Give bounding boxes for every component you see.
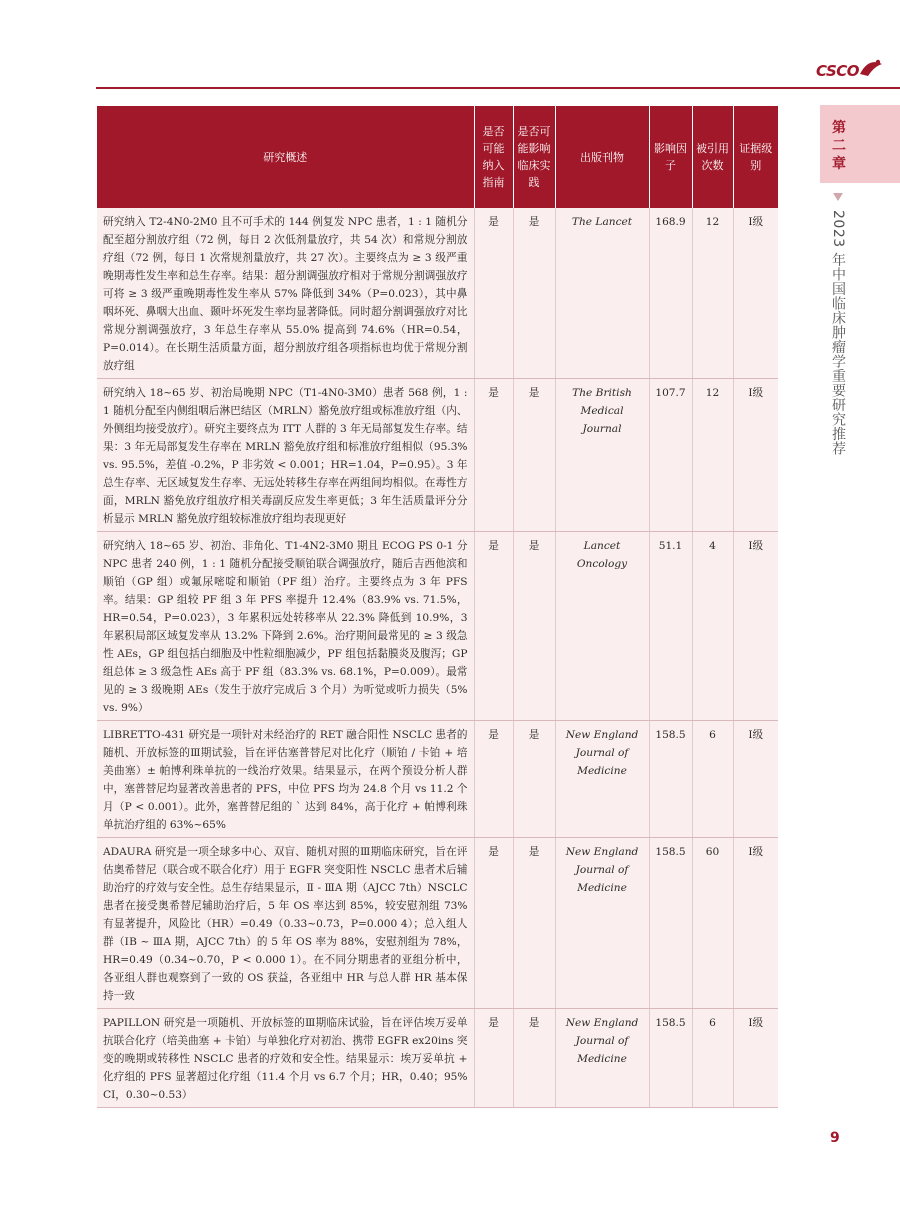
summary-cell: LIBRETTO-431 研究是一项针对未经治疗的 RET 融合阳性 NSCLC 患者的随机、开放标签的Ⅲ期试验，旨在评估塞普替尼对比化疗（顺铂 / 卡铂 + 培美曲塞）± 帕博利珠单抗的一线治疗效果。结果显示，在两个预设分析人群中，塞普替尼均显著改善患者的 PFS，中位 PFS 均为 24.8 个月 vs 11.2 个月（P < 0.001）。此外，塞普替尼组的 ` 达到 84%，高于化疗 + 帕博利珠单抗治疗组的 63%~65% [97,721,474,838]
csco-logo [816,58,886,84]
guideline-cell: 是 [474,379,513,532]
research-table [97,106,778,1108]
header-citations: 被引用次数 [692,106,733,208]
practice-cell: 是 [513,721,555,838]
header-journal: 出版刊物 [555,106,649,208]
table-row [97,532,778,721]
summary-cell: ADAURA 研究是一项全球多中心、双盲、随机对照的Ⅲ期临床研究，旨在评估奥希替尼（联合或不联合化疗）用于 EGFR 突变阳性 NSCLC 患者术后辅助治疗的疗效与安全性。总生存结果显示，Ⅱ - ⅢA 期（AJCC 7th）NSCLC 患者在接受奥希替尼辅助治疗后，5 年 OS 率达到 85%，较安慰剂组 73% 有显著提升，风险比（HR）=0.49（0.33~0.73，P=0.000 4）；总入组人群（ⅠB ~ ⅢA 期，AJCC 7th）的 5 年 OS 率为 88%，安慰剂组为 78%，HR=0.49（0.34~0.70，P < 0.000 1）。在不同分期患者的亚组分析中，各亚组人群也观察到了一致的 OS 获益，各亚组中 HR 与总人群 HR 基本保持一致 [97,838,474,1009]
practice-cell: 是 [513,208,555,379]
level-cell: Ⅰ级 [733,208,778,379]
logo-swoosh-icon [816,58,886,84]
book-title: 2023 年中国临床肿瘤学重要研究推荐 [830,210,846,456]
header-guideline: 是否可能纳入指南 [474,106,513,208]
citations-cell: 12 [692,379,733,532]
practice-cell: 是 [513,532,555,721]
summary-cell: PAPILLON 研究是一项随机、开放标签的Ⅲ期临床试验，旨在评估埃万妥单抗联合化疗（培美曲塞 + 卡铂）与单独化疗对初治、携带 EGFR ex20ins 突变的晚期或转移性 NSCLC 患者的疗效和安全性。结果显示：埃万妥单抗 + 化疗组的 PFS 显著超过化疗组（11.4 个月 vs 6.7 个月；HR，0.40；95% CI，0.30~0.53） [97,1009,474,1108]
impact-cell: 158.5 [649,838,692,1009]
citations-cell: 4 [692,532,733,721]
citations-cell: 60 [692,838,733,1009]
guideline-cell: 是 [474,1009,513,1108]
practice-cell: 是 [513,379,555,532]
impact-cell: 51.1 [649,532,692,721]
summary-cell: 研究纳入 T2-4N0-2M0 且不可手术的 144 例复发 NPC 患者，1 : 1 随机分配至超分割放疗组（72 例，每日 2 次低剂量放疗，共 54 次）和常规分割放疗组（72 例，每日 1 次常规剂量放疗，共 27 次）。主要终点为 ≥ 3 级严重晚期毒性发生率和总生存率。结果：超分割调强放疗相对于常规分割调强放疗可将 ≥ 3 级严重晚期毒性发生率从 57% 降低到 34%（P=0.023），其中鼻咽坏死、鼻咽大出血、颞叶坏死发生率均显著降低。同时超分割调强放疗对比常规分割调强放疗，3 年总生存率从 55.0% 提高到 74.6%（HR=0.54，P=0.014）。在长期生活质量方面，超分割放疗组各项指标也均优于常规分割放疗组 [97,208,474,379]
table-row [97,379,778,532]
level-cell: Ⅰ级 [733,721,778,838]
header-rule [96,87,900,89]
table-row [97,721,778,838]
journal-cell: The British Medical Journal [555,379,649,532]
level-cell: Ⅰ级 [733,1009,778,1108]
logo-text: CSCO [816,62,860,80]
impact-cell: 107.7 [649,379,692,532]
journal-cell: The Lancet [555,208,649,379]
practice-cell: 是 [513,838,555,1009]
citations-cell: 6 [692,1009,733,1108]
chapter-tab [820,105,900,183]
citations-cell: 6 [692,721,733,838]
journal-cell: New England Journal of Medicine [555,1009,649,1108]
header-practice: 是否可能影响临床实践 [513,106,555,208]
header-evidence-level: 证据级别 [733,106,778,208]
level-cell: Ⅰ级 [733,379,778,532]
impact-cell: 158.5 [649,721,692,838]
summary-cell: 研究纳入 18~65 岁、初治、非角化、T1-4N2-3M0 期且 ECOG PS 0-1 分 NPC 患者 240 例，1 : 1 随机分配接受顺铂联合调强放疗，随后吉西他滨和顺铂（GP 组）或氟尿嘧啶和顺铂（PF 组）治疗。主要终点为 3 年 PFS 率。结果：GP 组较 PF 组 3 年 PFS 率提升 12.4%（83.9% vs. 71.5%，HR=0.54，P=0.023），3 年累积远处转移率从 22.3% 降低到 10.9%，3 年累积局部区域复发率从 13.2% 下降到 2.6%。治疗期间最常见的 ≥ 3 级急性 AEs，GP 组包括白细胞及中性粒细胞减少，PF 组包括黏膜炎及腹泻；GP 组总体 ≥ 3 级急性 AEs 高于 PF 组（83.3% vs. 68.1%，P=0.009）。最常见的 ≥ 3 级晚期 AEs（发生于放疗完成后 3 个月）为听觉或听力损失（5% vs. 9%） [97,532,474,721]
impact-cell: 158.5 [649,1009,692,1108]
guideline-cell: 是 [474,532,513,721]
journal-cell: New England Journal of Medicine [555,838,649,1009]
impact-cell: 168.9 [649,208,692,379]
guideline-cell: 是 [474,208,513,379]
table-row [97,1009,778,1108]
header-summary: 研究概述 [97,106,474,208]
table-header-row [97,106,778,208]
practice-cell: 是 [513,1009,555,1108]
guideline-cell: 是 [474,721,513,838]
level-cell: Ⅰ级 [733,838,778,1009]
page-number: 9 [830,1130,840,1146]
triangle-marker-icon [833,193,843,201]
citations-cell: 12 [692,208,733,379]
summary-cell: 研究纳入 18~65 岁、初治局晚期 NPC（T1-4N0-3M0）患者 568 例，1 : 1 随机分配至内侧组咽后淋巴结区（MRLN）豁免放疗组或标准放疗组（内、外侧组均接受放疗）。研究主要终点为 ITT 人群的 3 年无局部复发生存率。结果：3 年无局部复发生存率在 MRLN 豁免放疗组和标准放疗组相似（95.3% vs. 95.5%，差值 -0.2%，P 非劣效 < 0.001；HR=1.04，P=0.95）。3 年总生存率、无区域复发生存率、无远处转移生存率在两组间均相似。在毒性方面，MRLN 豁免放疗组放疗相关毒副反应发生率更低；3 年生活质量评分分析显示 MRLN 豁免放疗组较标准放疗组均表现更好 [97,379,474,532]
chapter-label: 第二章 [832,120,846,172]
level-cell: Ⅰ级 [733,532,778,721]
header-impact-factor: 影响因子 [649,106,692,208]
table-row [97,208,778,379]
table-row [97,838,778,1009]
journal-cell: New England Journal of Medicine [555,721,649,838]
guideline-cell: 是 [474,838,513,1009]
journal-cell: Lancet Oncology [555,532,649,721]
